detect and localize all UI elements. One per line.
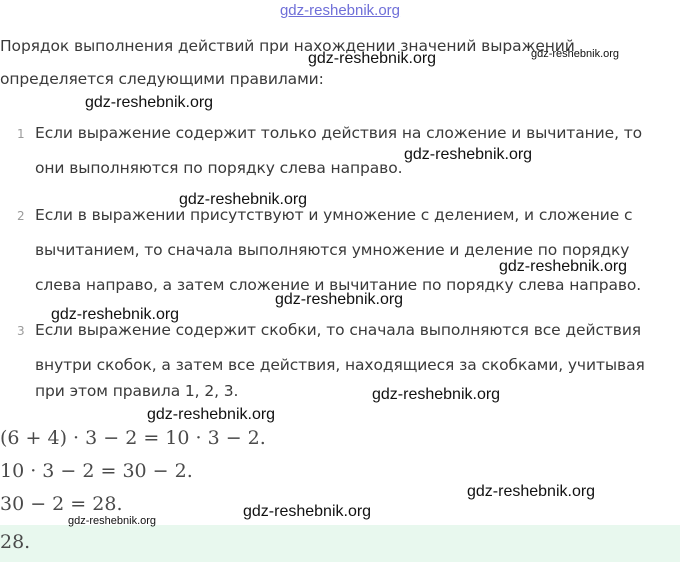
rule-number: 3 — [17, 324, 25, 338]
intro-line-2: определяется следующими правилами: — [0, 70, 324, 88]
solution-step-2: 10 · 3 − 2 = 30 − 2. — [0, 460, 193, 482]
rule-2-line-1: Если в выражении присутствуют и умножение с делением, и сложение с — [35, 206, 633, 224]
answer-value: 28. — [0, 531, 31, 553]
watermark-text: gdz-reshebnik.org — [68, 515, 157, 527]
watermark-text: gdz-reshebnik.org — [51, 306, 180, 323]
watermark-text: gdz-reshebnik.org — [467, 483, 596, 500]
watermark-text: gdz-reshebnik.org — [404, 146, 533, 163]
rule-2-line-3: слева направо, а затем сложение и вычитание по порядку слева направо. — [35, 276, 642, 294]
watermark-text: gdz-reshebnik.org — [275, 291, 404, 308]
watermark-text: gdz-reshebnik.org — [179, 191, 308, 208]
rule-1-line-1: Если выражение содержит только действия на сложение и вычитание, то — [35, 124, 643, 142]
intro-line-1: Порядок выполнения действий при нахождении значений выражений — [0, 37, 575, 55]
watermark-text: gdz-reshebnik.org — [308, 50, 437, 67]
rule-2-line-2: вычитанием, то сначала выполняются умножение и деление по порядку — [35, 241, 630, 259]
rule-3-line-1: Если выражение содержит скобки, то сначала выполняются все действия — [35, 321, 642, 339]
solution-step-1: (6 + 4) · 3 − 2 = 10 · 3 − 2. — [0, 427, 266, 449]
watermark-text: gdz-reshebnik.org — [531, 48, 620, 60]
watermark-text: gdz-reshebnik.org — [243, 503, 372, 520]
rule-1-line-2: они выполняются по порядку слева направо. — [35, 159, 403, 177]
rule-3-line-2: внутри скобок, а затем все действия, находящиеся за скобками, учитывая — [35, 356, 645, 374]
answer-panel — [0, 525, 680, 562]
watermark-text: gdz-reshebnik.org — [372, 386, 501, 403]
rule-number: 2 — [17, 209, 25, 223]
watermark-text: gdz-reshebnik.org — [147, 406, 276, 423]
watermark-text: gdz-reshebnik.org — [499, 258, 628, 275]
solution-step-3: 30 − 2 = 28. — [0, 493, 123, 515]
watermark-link[interactable]: gdz-reshebnik.org — [279, 2, 401, 19]
rule-3-line-3: при этом правила 1, 2, 3. — [35, 382, 239, 400]
watermark-text: gdz-reshebnik.org — [85, 94, 214, 111]
rule-number: 1 — [17, 127, 25, 141]
